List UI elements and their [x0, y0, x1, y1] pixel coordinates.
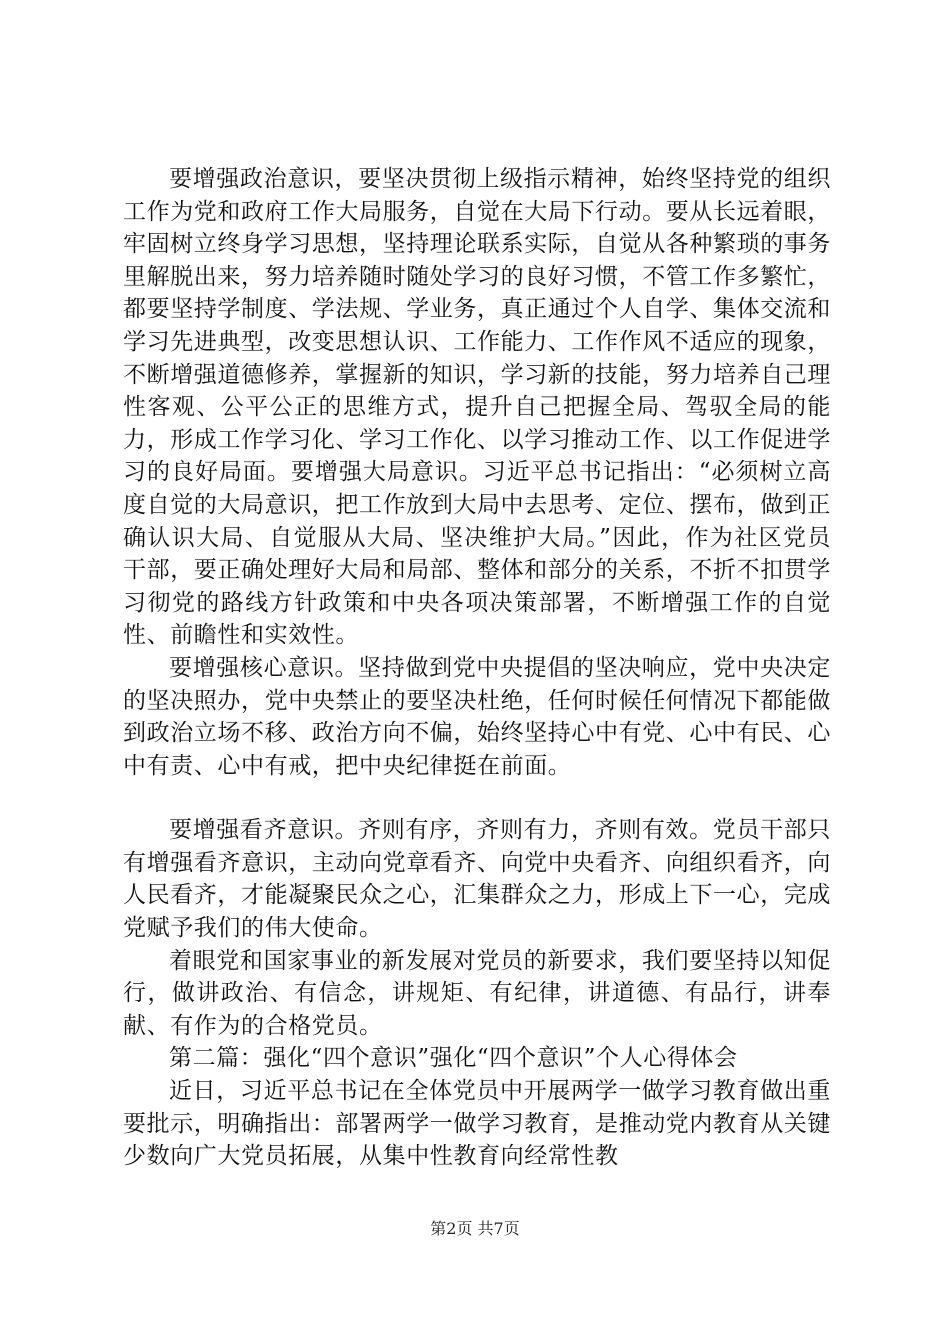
document-body: [123, 163, 831, 1173]
paragraph-recent-instruction: 近日，习近平总书记在全体党员中开展两学一做学习教育做出重要批示，明确指出：部署两学一做学习教育，是推动党内教育从关键少数向广大党员拓展，从集中性教育向经常性教: [123, 1078, 831, 1170]
paragraph-political-awareness: 要增强政治意识，要坚决贯彻上级指示精神，始终坚持党的组织工作为党和政府工作大局服务，自觉在大局下行动。要从长远着眼，牢固树立终身学习思想，坚持理论联系实际，自觉从各种繁琐的事务里解脱出来，努力培养随时随处学习的良好习惯，不管工作多繁忙，都要坚持学制度、学法规、学业务，真正通过个人自学、集体交流和学习先进典型，改变思想认识、工作能力、工作作风不适应的现象，不断增强道德修养，掌握新的知识，学习新的技能，努力培养自己理性客观、公平公正的思维方式，提升自己把握全局、驾驭全局的能力，形成工作学习化、学习工作化、以学习推动工作、以工作促进学习的良好局面。要增强大局意识。习近平总书记指出：“必须树立高度自觉的大局意识，把工作放到大局中去思考、定位、摆布，做到正确认识大局、自觉服从大局、坚决维护大局。”因此，作为社区党员干部，要正确处理好大局和局部、整体和部分的关系，不折不扣贯学习彻党的路线方针政策和中央各项决策部署，不断增强工作的自觉性、前瞻性和实效性。: [123, 166, 831, 649]
page-number-footer: 第2页 共7页: [430, 1219, 520, 1238]
section-heading-part-two: 第二篇：强化“四个意识”强化“四个意识”个人心得体会: [169, 1045, 738, 1072]
paragraph-qualified-member: 着眼党和国家事业的新发展对党员的新要求，我们要坚持以知促行，做讲政治、有信念，讲规矩、有纪律，讲道德、有品行，讲奉献、有作为的合格党员。: [123, 947, 831, 1039]
paragraph-core-awareness: 要增强核心意识。坚持做到党中央提倡的坚决响应，党中央决定的坚决照办，党中央禁止的要坚决杜绝，任何时候任何情况下都能做到政治立场不移、政治方向不偏，始终坚持心中有党、心中有民、心中有责、心中有戒，把中央纪律挺在前面。: [123, 654, 831, 779]
paragraph-alignment-awareness: 要增强看齐意识。齐则有序，齐则有力，齐则有效。党员干部只有增强看齐意识，主动向党章看齐、向党中央看齐、向组织看齐，向人民看齐，才能凝聚民众之心，汇集群众之力，形成上下一心，完成党赋予我们的伟大使命。: [123, 817, 831, 942]
